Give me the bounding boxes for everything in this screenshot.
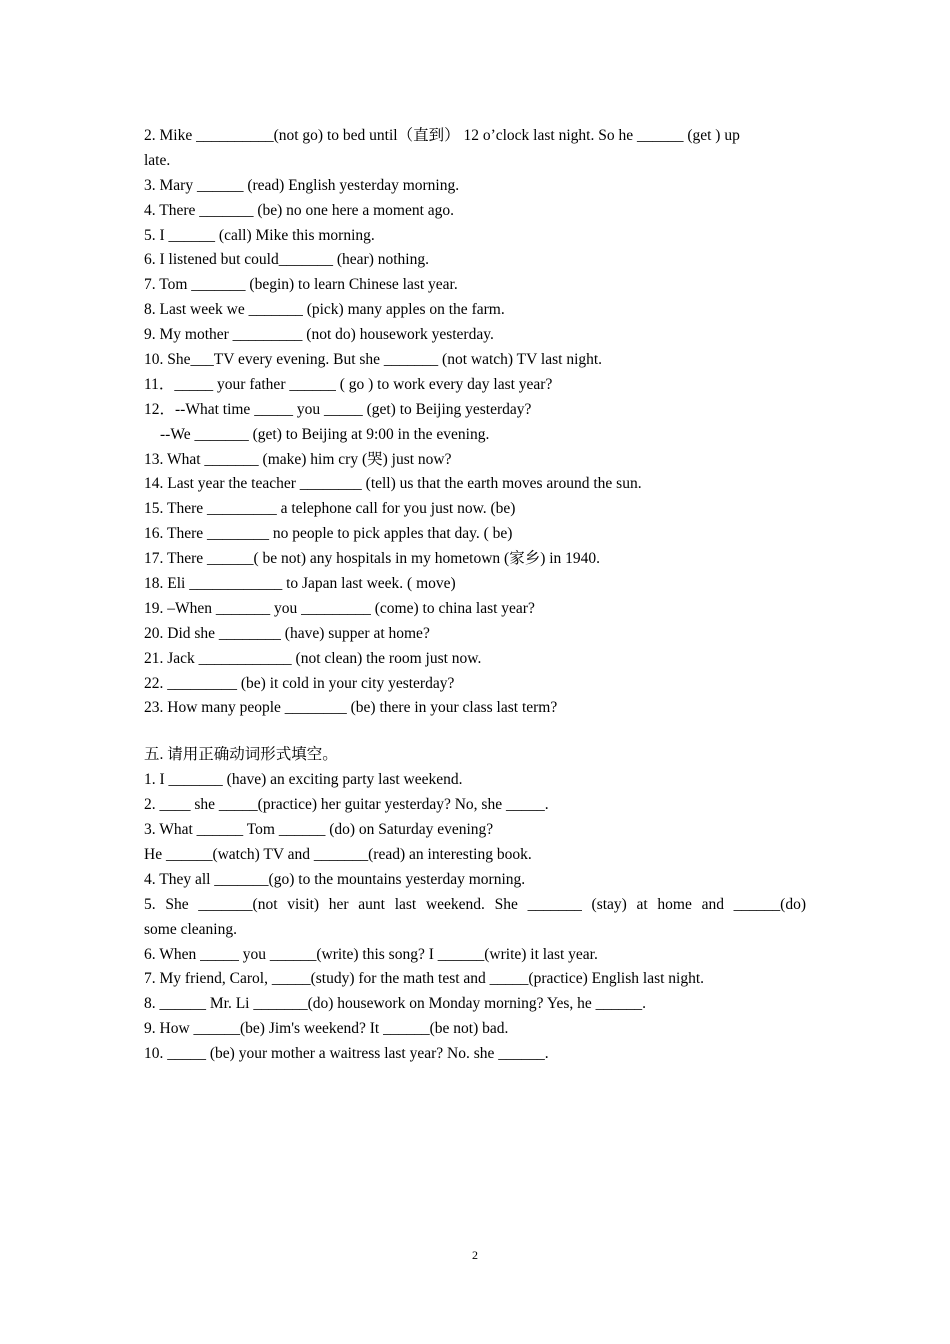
question-21: 21. Jack ____________ (not clean) the room just now.	[144, 649, 482, 667]
question-2: 2. ____ she _____(practice) her guitar yesterday? No, she _____.	[144, 796, 549, 814]
question-16: 16. There ________ no people to pick apples that day. ( be)	[144, 525, 513, 543]
question-5: 5. She _______(not visit) her aunt last weekend. She _______ (stay) at home and ______(do)	[144, 895, 806, 913]
question-17: 17. There ______( be not) any hospitals in my hometown (家乡) in 1940.	[144, 550, 601, 568]
question-6: 6. I listened but could_______ (hear) nothing.	[144, 251, 429, 269]
question-7: 7. My friend, Carol, _____(study) for the math test and _____(practice) English last night.	[144, 970, 705, 988]
question-8: 8. Last week we _______ (pick) many apples on the farm.	[144, 301, 505, 319]
worksheet-content	[144, 124, 806, 1067]
question-2: 2. Mike __________(not go) to bed until（直到） 12 o’clock last night. So he ______ (get ) up	[144, 127, 740, 144]
question-1: 1. I _______ (have) an exciting party last weekend.	[144, 771, 463, 789]
question-18: 18. Eli ____________ to Japan last week. ( move)	[144, 575, 456, 593]
question-12: 12．--What time _____ you _____ (get) to Beijing yesterday?	[144, 400, 532, 418]
question-13: 13. What _______ (make) him cry (哭) just now?	[144, 450, 452, 468]
section-five-title: 五. 请用正确动词形式填空。	[144, 746, 338, 764]
question-11: 11．_____ your father ______ ( go ) to work every day last year?	[144, 375, 553, 393]
question-3: 3. What ______ Tom ______ (do) on Saturday evening?	[144, 821, 494, 839]
question-3-answer: He ______(watch) TV and _______(read) an interesting book.	[144, 845, 532, 863]
question-5: 5. I ______ (call) Mike this morning.	[144, 226, 375, 244]
question-7: 7. Tom _______ (begin) to learn Chinese last year.	[144, 276, 458, 294]
question-19: 19. –When _______ you _________ (come) to china last year?	[144, 599, 535, 617]
section-spacer	[144, 721, 806, 743]
question-14: 14. Last year the teacher ________ (tell) us that the earth moves around the sun.	[144, 475, 642, 493]
question-15: 15. There _________ a telephone call for you just now. (be)	[144, 500, 516, 518]
page-number: 2	[472, 1248, 478, 1262]
question-12-answer: --We _______ (get) to Beijing at 9:00 in the evening.	[160, 425, 490, 443]
question-5-continued: some cleaning.	[144, 920, 237, 938]
question-4: 4. They all _______(go) to the mountains yesterday morning.	[144, 870, 526, 888]
question-10: 10. She___TV every evening. But she _______ (not watch) TV last night.	[144, 351, 603, 369]
question-4: 4. There _______ (be) no one here a moment ago.	[144, 201, 455, 219]
question-10: 10. _____ (be) your mother a waitress last year? No. she ______.	[144, 1045, 549, 1063]
question-23: 23. How many people ________ (be) there in your class last term?	[144, 699, 558, 717]
question-9: 9. My mother _________ (not do) housework yesterday.	[144, 326, 494, 344]
exercise-five	[144, 743, 806, 1067]
question-3: 3. Mary ______ (read) English yesterday morning.	[144, 176, 460, 194]
question-9: 9. How ______(be) Jim's weekend? It ______(be not) bad.	[144, 1020, 509, 1038]
question-8: 8. ______ Mr. Li _______(do) housework on Monday morning? Yes, he ______.	[144, 995, 647, 1013]
question-2-continued: late.	[144, 151, 171, 169]
exercise-four	[144, 124, 806, 721]
question-20: 20. Did she ________ (have) supper at home?	[144, 624, 430, 642]
question-6: 6. When _____ you ______(write) this song? I ______(write) it last year.	[144, 945, 598, 963]
question-22: 22. _________ (be) it cold in your city yesterday?	[144, 674, 455, 692]
